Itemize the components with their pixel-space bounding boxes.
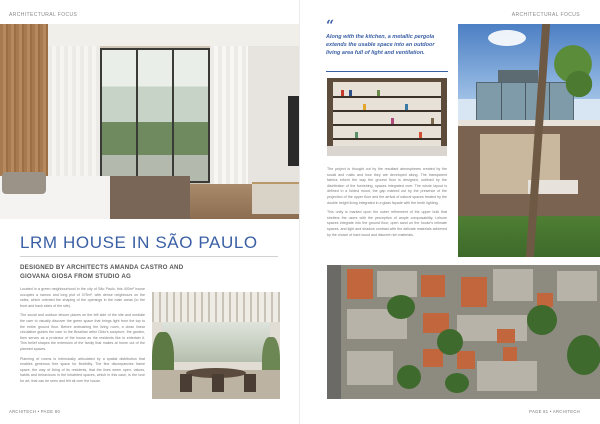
running-head-right: ARCHITECTURAL FOCUS [511,12,580,18]
page-footer-right: PAGE 81 • ARCHITECH [529,409,580,414]
paragraph: Located in a green neighbourhood in the city of São Paulo, this 400m² house occupies a narrow and long plot of 375m², with dense neighbours on the sides, which oriented the shaping of the openings in the main areas (to the front and back sides of the site). [20,287,145,308]
title-divider [20,256,278,257]
body-text-left [20,287,145,389]
article-subtitle: DESIGNED BY ARCHITECTS AMANDA CASTRO AND GIOVANA GIOSA FROM STUDIO AG [20,264,184,280]
paragraph: The social and outdoor leisure places on the left side of the site and mediate the user to visually discover the green space that brings light from the top to the entire ground floor. Before ambushing the living room, a clean linear circulation guides the user to the Brazilian artist Cildo's sculpture, the garden, then serves as a protector of the house as the residents like to entertain it. This belief shapes the extension of the family that makes at home out of the planned spaces. [20,313,145,351]
body-text-right [327,167,447,242]
pull-quote: Along with the kitchen, a metallic pergola extends the usable space into an outdoor living area full of light and ventilation. [326,34,435,56]
running-head-left: ARCHITECTURAL FOCUS [9,12,78,18]
paragraph: Planning of rooms is intrinsically articulated by a spatial distribution that enables generous free space for flexibility. The fine discrepancies frame space, the way of living of its residents, that the lines seem open, values, habits and behaviours in the inhabited spaces, which in this case, is the love for art, that can be seen and felt all over the house. [20,356,145,383]
patio-photo [152,292,280,399]
kitchen-shelves-photo [327,78,447,156]
paragraph: This unity is marked upon the sober refinement of the upper bulk that shelters the users with the perception of ample composability. Leisure spaces integrate into the ground floor, open sand on the house's intimate spaces, and light and shadow contrast with the delicate materials achieved by the choice of hard wood and discreet rich materials. [327,210,447,237]
house-exterior-photo [458,24,600,257]
right-page [300,0,600,424]
page-footer-left: ARCHITECH • PAGE 80 [9,409,61,414]
aerial-view-photo [327,265,600,399]
quote-divider [326,71,448,72]
quote-mark-icon: “ [326,18,335,34]
bedroom-photo [0,24,300,219]
article-title: LRM HOUSE IN SÃO PAULO [20,233,258,252]
paragraph: The project is thought out by the resultant atmospheres created by the social and rustic and how they are developed along. The transparent fabrics inform the way the ground floor is designed, outlined by the distribution of the furnishing, spaces integrated over. The whole layout is defined in a folded mood, the gap marked out by the presence of the projection of the upper floor and the arrival of natural spaces treated by the double height living integrated in a glass façade with the broth lighting. [327,167,447,205]
